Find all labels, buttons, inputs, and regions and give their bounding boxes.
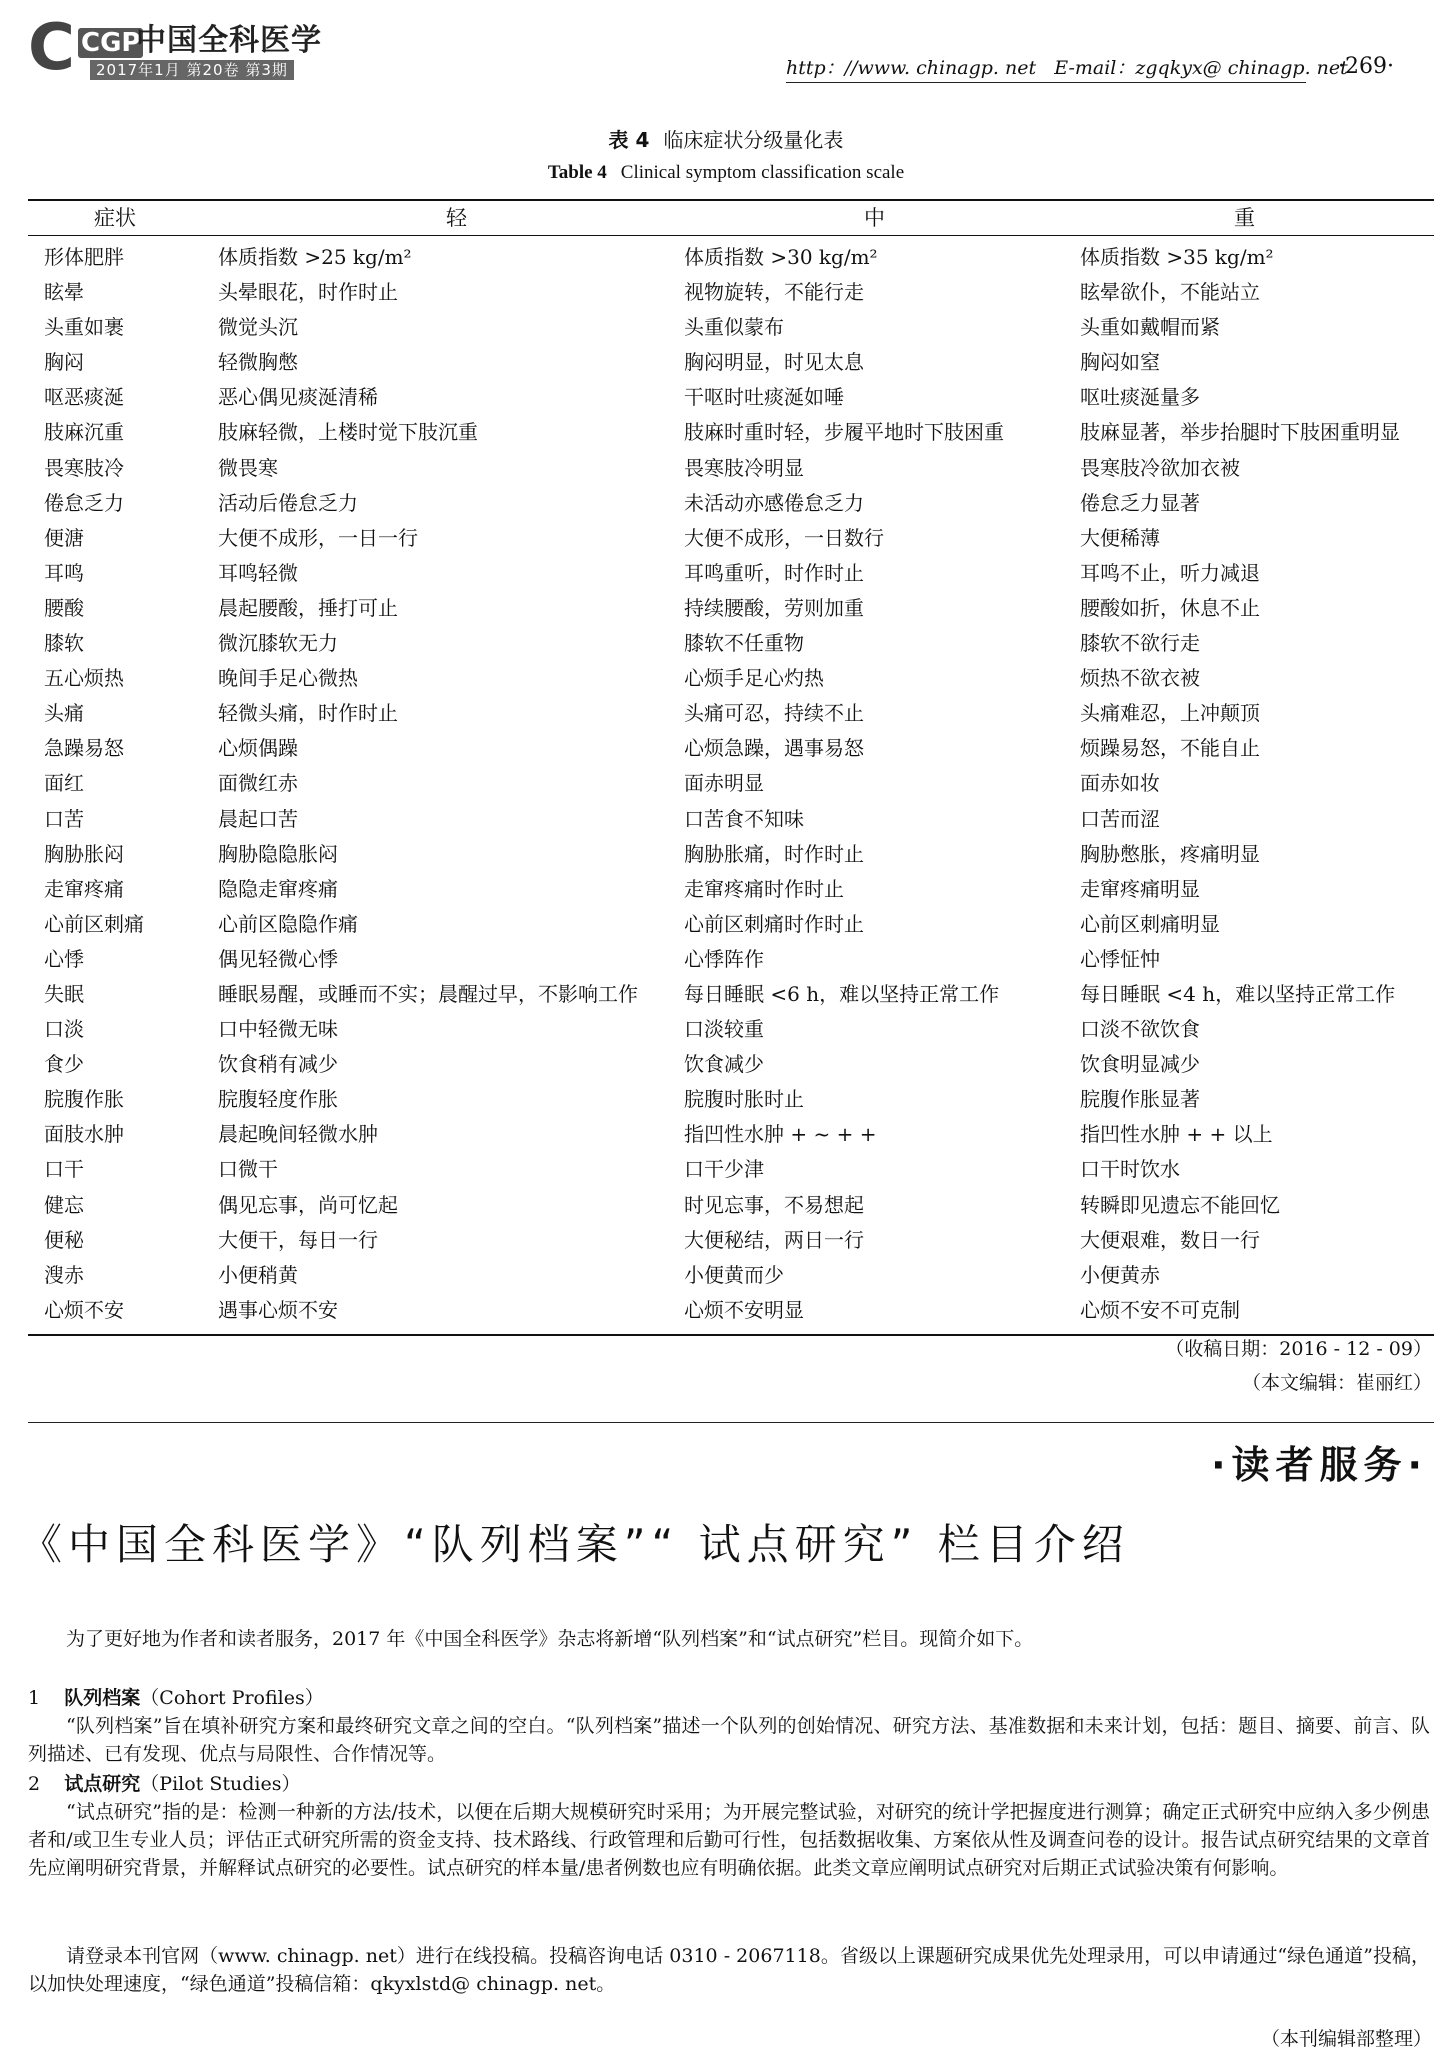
header-url-email: http：//www. chinagp. net E-mail：zgqkyx@ chinagp. net (786, 57, 1348, 79)
cell-severe: 口苦而涩 (1080, 806, 1160, 831)
table-row (28, 1223, 1434, 1258)
header-rule (786, 82, 1306, 83)
cell-moderate: 未活动亦感倦怠乏力 (684, 490, 864, 515)
cell-moderate: 饮食减少 (684, 1052, 764, 1077)
cell-severe: 指凹性水肿 + + 以上 (1080, 1122, 1273, 1147)
table-row (28, 1152, 1434, 1187)
journal-logo (28, 11, 348, 85)
cell-moderate: 时见忘事，不易想起 (684, 1192, 864, 1217)
cell-moderate: 持续腰酸，劳则加重 (684, 595, 864, 620)
cell-symptom: 眩晕 (44, 280, 84, 305)
table-header (28, 201, 1434, 236)
cell-severe: 畏寒肢冷欲加衣被 (1080, 455, 1240, 480)
cell-symptom: 畏寒肢冷 (44, 455, 124, 480)
table-row (28, 1258, 1434, 1293)
cell-mild: 大便干，每日一行 (218, 1227, 378, 1252)
cell-mild: 轻微胸憋 (218, 350, 298, 375)
cell-mild: 偶见忘事，尚可忆起 (218, 1192, 398, 1217)
cell-mild: 小便稍黄 (218, 1262, 298, 1287)
cell-symptom: 头重如裹 (44, 315, 124, 340)
cell-severe: 倦怠乏力显著 (1080, 490, 1200, 515)
cell-moderate: 心烦急躁，遇事易怒 (684, 736, 864, 761)
cell-moderate: 指凹性水肿 + ~ + + (684, 1122, 877, 1147)
table-row (28, 802, 1434, 837)
cell-symptom: 五心烦热 (44, 666, 124, 691)
table-row (28, 451, 1434, 486)
col-header-symptom: 症状 (94, 206, 136, 230)
cell-moderate: 口淡较重 (684, 1017, 764, 1042)
cell-mild: 睡眠易醒，或睡而不实；晨醒过早，不影响工作 (218, 981, 638, 1006)
cell-symptom: 腰酸 (44, 595, 84, 620)
section-title: ·读者服务· (1211, 1443, 1428, 1487)
subheading-en: （Cohort Profiles） (140, 1687, 324, 1709)
cell-moderate: 头痛可忍，持续不止 (684, 701, 864, 726)
col-header-mild: 轻 (446, 206, 467, 230)
cell-symptom: 脘腹作胀 (44, 1087, 124, 1112)
cell-symptom: 失眠 (44, 981, 84, 1006)
cell-symptom: 面红 (44, 771, 84, 796)
cell-severe: 胸胁憋胀，疼痛明显 (1080, 841, 1260, 866)
subheading-number: 2 (28, 1773, 41, 1795)
cell-symptom: 头痛 (44, 701, 84, 726)
intro-paragraph: 为了更好地为作者和读者服务，2017 年《中国全科医学》杂志将新增“队列档案”和“试点研究”栏目。现简介如下。 (66, 1628, 1034, 1650)
cell-symptom: 便秘 (44, 1227, 84, 1252)
cell-mild: 胸胁隐隐胀闷 (218, 841, 338, 866)
logo-letters: CGP (78, 28, 143, 58)
cell-mild: 晨起腰酸，捶打可止 (218, 595, 398, 620)
subheading-en: （Pilot Studies） (140, 1773, 301, 1795)
cell-moderate: 心前区刺痛时作时止 (684, 911, 864, 936)
cell-mild: 口微干 (218, 1157, 278, 1182)
cell-mild: 轻微头痛，时作时止 (218, 701, 398, 726)
cell-severe: 眩晕欲仆，不能站立 (1080, 280, 1260, 305)
cell-mild: 隐隐走窜疼痛 (218, 876, 338, 901)
cell-mild: 脘腹轻度作胀 (218, 1087, 338, 1112)
cell-moderate: 心烦不安明显 (684, 1297, 804, 1322)
cell-severe: 呕吐痰涎量多 (1080, 385, 1200, 410)
cell-moderate: 胸闷明显，时见太息 (684, 350, 864, 375)
subheading-cohort (28, 1684, 324, 1712)
cell-moderate: 体质指数 >30 kg/m² (684, 245, 878, 269)
cell-mild: 耳鸣轻微 (218, 560, 298, 585)
table-label-en: Table 4 (547, 162, 607, 183)
table-row (28, 310, 1434, 345)
table-row (28, 415, 1434, 450)
table-row (28, 486, 1434, 521)
cell-moderate: 脘腹时胀时止 (684, 1087, 804, 1112)
cell-moderate: 大便不成形，一日数行 (684, 525, 884, 550)
cell-symptom: 心悸 (44, 946, 84, 971)
pilot-paragraph: “试点研究”指的是：检测一种新的方法/技术，以便在后期大规模研究时采用；为开展完整试验，对研究的统计学把握度进行测算；确定正式研究中应纳入多少例患者和/或卫生专业人员；评估正式研究所需的资金支持、技术路线、行政管理和后勤可行性，包括数据收集、方案依从性及调查问卷的设计。报告试点研究结果的文章首先应阐明研究背景，并解释试点研究的必要性。试点研究的样本量/患者例数也应有明确依据。此类文章应阐明试点研究对后期正式试验决策有何影响。 (28, 1801, 1430, 1879)
cell-moderate: 大便秘结，两日一行 (684, 1227, 864, 1252)
table-row (28, 661, 1434, 696)
cell-symptom: 心前区刺痛 (44, 911, 144, 936)
cell-moderate: 膝软不任重物 (684, 631, 804, 656)
cell-severe: 口干时饮水 (1080, 1157, 1180, 1182)
table-row (28, 1047, 1434, 1082)
cell-severe: 体质指数 >35 kg/m² (1080, 245, 1274, 269)
cell-symptom: 口干 (44, 1157, 84, 1182)
table-row (28, 275, 1434, 310)
cell-severe: 心前区刺痛明显 (1080, 911, 1220, 936)
table-body (28, 236, 1434, 1334)
cell-moderate: 心悸阵作 (684, 946, 764, 971)
cell-moderate: 干呕时吐痰涎如唾 (684, 385, 844, 410)
cell-moderate: 畏寒肢冷明显 (684, 455, 804, 480)
subheading-title: 试点研究 (64, 1773, 141, 1795)
cell-moderate: 口苦食不知味 (684, 806, 804, 831)
logo-letter-c: C (28, 11, 75, 85)
table-row (28, 591, 1434, 626)
cell-moderate: 胸胁胀痛，时作时止 (684, 841, 864, 866)
cell-mild: 口中轻微无味 (218, 1017, 338, 1042)
cell-mild: 晨起口苦 (218, 806, 298, 831)
cell-severe: 腰酸如折，休息不止 (1080, 595, 1260, 620)
cell-mild: 心烦偶躁 (218, 736, 298, 761)
cell-mild: 微觉头沉 (218, 315, 298, 340)
table-row (28, 521, 1434, 556)
journal-name: 中国全科医学 (136, 23, 322, 58)
cell-symptom: 溲赤 (44, 1262, 84, 1287)
col-header-severe: 重 (1234, 206, 1255, 230)
cell-moderate: 口干少津 (684, 1157, 764, 1182)
cell-symptom: 倦怠乏力 (44, 490, 124, 515)
table-row (28, 942, 1434, 977)
table-caption-en (0, 161, 1452, 185)
cell-severe: 耳鸣不止，听力减退 (1080, 560, 1260, 585)
cell-moderate: 耳鸣重听，时作时止 (684, 560, 864, 585)
cell-severe: 大便稀薄 (1080, 525, 1160, 550)
table-row (28, 977, 1434, 1012)
editor-note: （本文编辑：崔丽红） (1241, 1372, 1432, 1394)
cell-severe: 烦热不欲衣被 (1080, 666, 1200, 691)
table-row (28, 626, 1434, 661)
cell-severe: 胸闷如窒 (1080, 350, 1160, 375)
cell-mild: 微畏寒 (218, 455, 278, 480)
cell-mild: 面微红赤 (218, 771, 298, 796)
cell-moderate: 走窜疼痛时作时止 (684, 876, 844, 901)
cell-symptom: 呕恶痰涎 (44, 385, 124, 410)
cell-mild: 遇事心烦不安 (218, 1297, 338, 1322)
cell-mild: 恶心偶见痰涎清稀 (218, 385, 378, 410)
cell-severe: 烦躁易怒，不能自止 (1080, 736, 1260, 761)
cell-mild: 心前区隐隐作痛 (218, 911, 358, 936)
cell-mild: 微沉膝软无力 (218, 631, 338, 656)
subheading-pilot (28, 1770, 300, 1798)
cell-severe: 走窜疼痛明显 (1080, 876, 1200, 901)
cell-severe: 心悸怔忡 (1080, 946, 1160, 971)
cell-severe: 肢麻显著，举步抬腿时下肢困重明显 (1080, 420, 1400, 445)
cell-symptom: 膝软 (44, 631, 84, 656)
table-row (28, 240, 1434, 275)
page-number: ·269· (1338, 54, 1394, 79)
cell-severe: 心烦不安不可克制 (1080, 1297, 1240, 1322)
cell-symptom: 健忘 (44, 1192, 84, 1217)
cell-severe: 饮食明显减少 (1080, 1052, 1200, 1077)
cell-moderate: 肢麻时重时轻，步履平地时下肢困重 (684, 420, 1004, 445)
cell-symptom: 走窜疼痛 (44, 876, 124, 901)
cell-moderate: 面赤明显 (684, 771, 764, 796)
cell-symptom: 口苦 (44, 806, 84, 831)
cell-moderate: 心烦手足心灼热 (684, 666, 824, 691)
cell-symptom: 耳鸣 (44, 560, 84, 585)
cell-symptom: 口淡 (44, 1017, 84, 1042)
cell-symptom: 心烦不安 (44, 1297, 124, 1322)
cell-mild: 偶见轻微心悸 (218, 946, 338, 971)
cell-mild: 肢麻轻微，上楼时觉下肢沉重 (218, 420, 478, 445)
cell-severe: 脘腹作胀显著 (1080, 1087, 1200, 1112)
table-row (28, 766, 1434, 801)
subheading-number: 1 (28, 1687, 41, 1709)
editorial-credit: （本刊编辑部整理） (1260, 2028, 1432, 2050)
cell-mild: 大便不成形，一日一行 (218, 525, 418, 550)
cell-mild: 晨起晚间轻微水肿 (218, 1122, 378, 1147)
cohort-paragraph: “队列档案”旨在填补研究方案和最终研究文章之间的空白。“队列档案”描述一个队列的创始情况、研究方法、基准数据和未来计划，包括：题目、摘要、前言、队列描述、已有发现、优点与局限性、合作情况等。 (28, 1715, 1430, 1765)
cell-severe: 面赤如妆 (1080, 771, 1160, 796)
table-row (28, 907, 1434, 942)
cell-symptom: 肢麻沉重 (44, 420, 124, 445)
table-row (28, 1082, 1434, 1117)
cell-mild: 饮食稍有减少 (218, 1052, 338, 1077)
section-divider (28, 1422, 1434, 1423)
cell-severe: 每日睡眠 <4 h，难以坚持正常工作 (1080, 981, 1396, 1006)
table-row (28, 556, 1434, 591)
cell-mild: 晚间手足心微热 (218, 666, 358, 691)
cell-severe: 大便艰难，数日一行 (1080, 1227, 1260, 1252)
cell-symptom: 面肢水肿 (44, 1122, 124, 1147)
table-row (28, 696, 1434, 731)
table-row (28, 1188, 1434, 1223)
table-title-cn: 临床症状分级量化表 (663, 128, 844, 152)
table-row (28, 380, 1434, 415)
subheading-title: 队列档案 (64, 1687, 141, 1709)
cell-mild: 头晕眼花，时作时止 (218, 280, 398, 305)
article-title: 《中国全科医学》“队列档案”“ 试点研究” 栏目介绍 (20, 1520, 1130, 1569)
table-row (28, 731, 1434, 766)
cell-symptom: 胸胁胀闷 (44, 841, 124, 866)
cell-symptom: 急躁易怒 (44, 736, 124, 761)
symptom-table (28, 199, 1434, 1336)
table-row (28, 1117, 1434, 1152)
table-row (28, 1012, 1434, 1047)
cell-moderate: 每日睡眠 <6 h，难以坚持正常工作 (684, 981, 1000, 1006)
cell-symptom: 胸闷 (44, 350, 84, 375)
table-row (28, 872, 1434, 907)
cell-symptom: 形体肥胖 (44, 245, 124, 269)
table-caption-cn (0, 127, 1452, 153)
cell-severe: 口淡不欲饮食 (1080, 1017, 1200, 1042)
issue-info: 2017年1月 第20卷 第3期 (90, 60, 294, 80)
cell-symptom: 食少 (44, 1052, 84, 1077)
table-label-cn: 表 4 (608, 128, 650, 152)
table-row (28, 837, 1434, 872)
cell-moderate: 小便黄而少 (684, 1262, 784, 1287)
cell-severe: 头痛难忍，上冲颠顶 (1080, 701, 1260, 726)
cell-severe: 小便黄赤 (1080, 1262, 1160, 1287)
cell-severe: 头重如戴帽而紧 (1080, 315, 1220, 340)
cell-severe: 转瞬即见遗忘不能回忆 (1080, 1192, 1280, 1217)
cell-mild: 体质指数 >25 kg/m² (218, 245, 412, 269)
col-header-moderate: 中 (864, 206, 885, 230)
table-title-en: Clinical symptom classification scale (620, 162, 905, 183)
cell-severe: 膝软不欲行走 (1080, 631, 1200, 656)
table-row (28, 345, 1434, 380)
cell-moderate: 视物旋转，不能行走 (684, 280, 864, 305)
table-row (28, 1293, 1434, 1328)
closing-paragraph: 请登录本刊官网（www. chinagp. net）进行在线投稿。投稿咨询电话 0310 - 2067118。省级以上课题研究成果优先处理录用，可以申请通过“绿色通道”投稿，以加快处理速度，“绿色通道”投稿信箱：qkyxlstd@ chinagp. net。 (28, 1945, 1430, 1995)
cell-mild: 活动后倦怠乏力 (218, 490, 358, 515)
received-date: （收稿日期：2016 - 12 - 09） (1165, 1338, 1432, 1360)
cell-moderate: 头重似蒙布 (684, 315, 784, 340)
cell-symptom: 便溏 (44, 525, 84, 550)
